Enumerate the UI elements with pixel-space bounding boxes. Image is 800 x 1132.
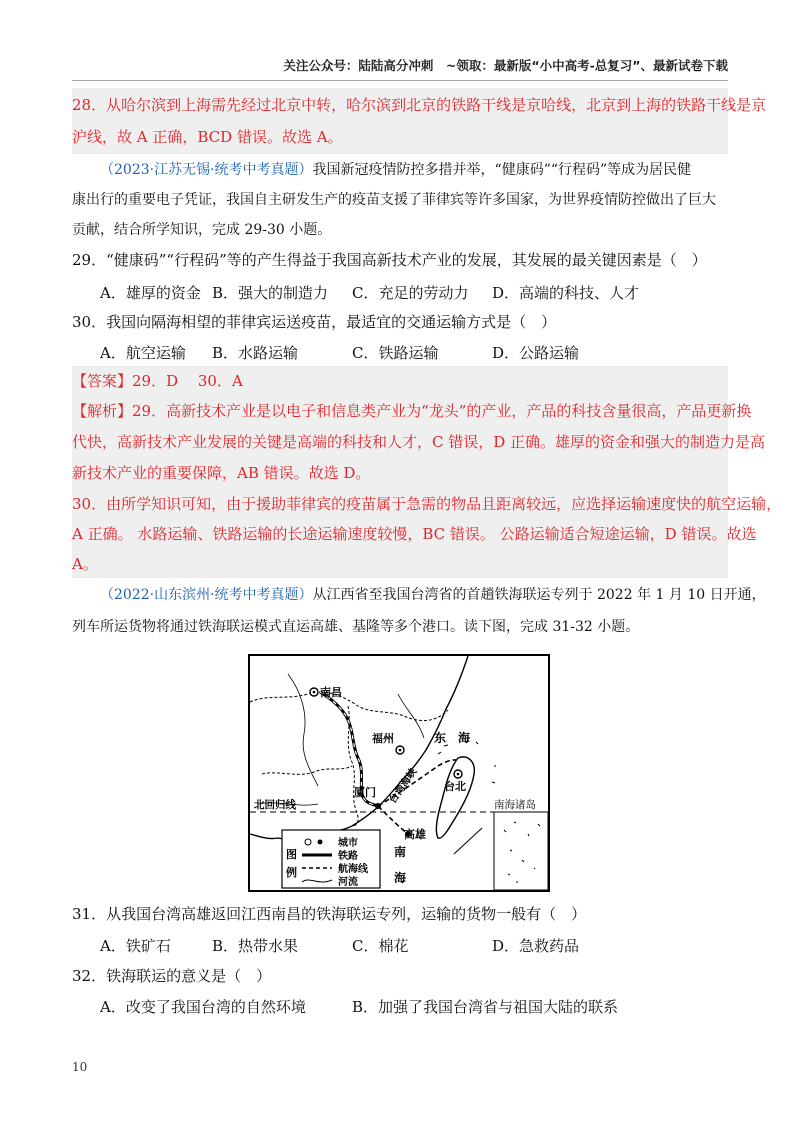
intro-31-32-line-2: 列车所运货物将通过铁海联运模式直运高雄、基隆等多个港口。读下图，完成 31-32 小题。 [72, 619, 640, 635]
map-label-south: 南 [394, 845, 407, 859]
map-label-gaoxiong: 高雄 [404, 828, 426, 841]
analysis-line-4: 30．由所学知识可知，由于援助菲律宾的疫苗属于急需的物品且距离较远，应选择运输速度快的航空运输， [72, 495, 782, 513]
header-divider [72, 80, 728, 81]
map-label-taibei: 台北 [444, 780, 466, 793]
question-29-option-b: B．强大的制造力 [212, 284, 329, 302]
map-label-sea: 海 [394, 871, 407, 885]
intro-31-32-source: （2022·山东滨州·统考中考真题） [100, 587, 313, 603]
question-31-option-a: A．铁矿石 [100, 937, 171, 955]
intro-29-30-line-2: 康出行的重要电子凭证，我国自主研发生产的疫苗支援了菲律宾等许多国家，为世界疫情防控做出了巨大 [72, 192, 716, 208]
answer-28-line-2: 沪线，故 A 正确，BCD 错误。故选 A。 [72, 128, 343, 146]
map-label-tropic: 北回归线 [254, 799, 296, 811]
intro-29-30-text-1: 我国新冠疫情防控多措并举，“健康码”“行程码”等成为居民健 [312, 162, 692, 178]
intro-29-30-source: （2023·江苏无锡·统考中考真题） [100, 162, 313, 178]
answer-29-30-answer: 【答案】29．D 30．A [72, 372, 243, 390]
answer-28-line-1: 28．从哈尔滨到上海需先经过北京中转，哈尔滨到北京的铁路干线是京哈线，北京到上海的铁路干线是京 [72, 96, 767, 114]
legend-sea-label: 航海线 [338, 864, 368, 875]
legend-river-label: 河流 [338, 877, 358, 888]
question-31-stem: 31．从我国台湾高雄返回江西南昌的铁海联运专列，运输的货物一般有（ ） [72, 905, 587, 923]
legend-city-symbol-2 [318, 840, 323, 845]
question-31-option-b: B．热带水果 [212, 937, 299, 955]
map-label-fuzhou: 福州 [372, 732, 394, 745]
question-30-option-a: A．航空运输 [100, 344, 186, 362]
question-32-stem: 32．铁海联运的意义是（ ） [72, 967, 272, 985]
intro-31-32-line-1 [100, 580, 766, 611]
taibei-city-dot [457, 773, 460, 776]
question-29-stem: 29．“健康码”“行程码”等的产生得益于我国高新技术产业的发展，其发展的最关键因素是（ ） [72, 251, 707, 269]
question-29-option-d: D．高端的科技、人才 [492, 284, 640, 302]
question-31-option-d: D．急救药品 [492, 937, 580, 955]
legend-title-2: 例 [286, 866, 297, 879]
legend-city-symbol-1 [305, 839, 311, 845]
question-30-option-b: B．水路运输 [212, 344, 299, 362]
page-number: 10 [72, 1060, 88, 1074]
intro-31-32-text-1: 从江西省至我国台湾省的首趟铁海联运专列于 2022 年 1 月 10 日开通， [312, 587, 766, 603]
page-header: 关注公众号：陆陆高分冲刺 ~领取：最新版“小中高考-总复习”、最新试卷下载 [283, 58, 728, 73]
map-label-south-sea-islands: 南海诸岛 [494, 799, 536, 811]
map-label-east-sea: 东 海 [434, 731, 471, 745]
analysis-line-1: 【解析】29．高新技术产业是以电子和信息类产业为“龙头”的产业，产品的科技含量很高，产品更新换 [72, 402, 752, 420]
xiamen-city-marker [375, 803, 381, 809]
question-32-option-a: A．改变了我国台湾的自然环境 [100, 998, 306, 1016]
fuzhou-city-dot [399, 749, 402, 752]
legend-city-label: 城市 [338, 838, 358, 849]
question-30-stem: 30．我国向隔海相望的菲律宾运送疫苗，最适宜的交通运输方式是（ ） [72, 313, 557, 331]
analysis-line-3: 新技术产业的重要保障，AB 错误。故选 D。 [72, 464, 371, 482]
legend-title-1: 图 [286, 848, 297, 861]
legend-rail-label: 铁路 [338, 851, 358, 862]
question-29-option-a: A．雄厚的资金 [100, 284, 201, 302]
map-label-nanchang: 南昌 [320, 686, 342, 699]
question-30-option-d: D．公路运输 [492, 344, 580, 362]
question-31-option-c: C．棉花 [352, 937, 409, 955]
question-30-option-c: C．铁路运输 [352, 344, 439, 362]
south-sea-inset [494, 812, 548, 890]
intro-29-30-line-1 [100, 155, 691, 186]
map-label-xiamen: 厦门 [354, 786, 376, 799]
intro-29-30-line-3: 贡献，结合所学知识，完成 29-30 小题。 [72, 222, 332, 238]
analysis-line-5: A 正确。 水路运输、铁路运输的长途运输速度较慢，BC 错误。 公路运输适合短途运输，D 错误。故选 [72, 525, 757, 543]
question-29-option-c: C．充足的劳动力 [352, 284, 469, 302]
map-figure [248, 654, 550, 892]
map-label-strait: 台湾海峡 [387, 766, 420, 806]
analysis-line-2: 代快，高新技术产业发展的关键是高端的科技和人才，C 错误，D 正确。雄厚的资金和强大的制造力是高 [72, 433, 766, 451]
analysis-line-6: A。 [72, 555, 98, 573]
question-32-option-b: B．加强了我国台湾省与祖国大陆的联系 [352, 998, 619, 1016]
nanchang-city-dot [313, 691, 316, 694]
